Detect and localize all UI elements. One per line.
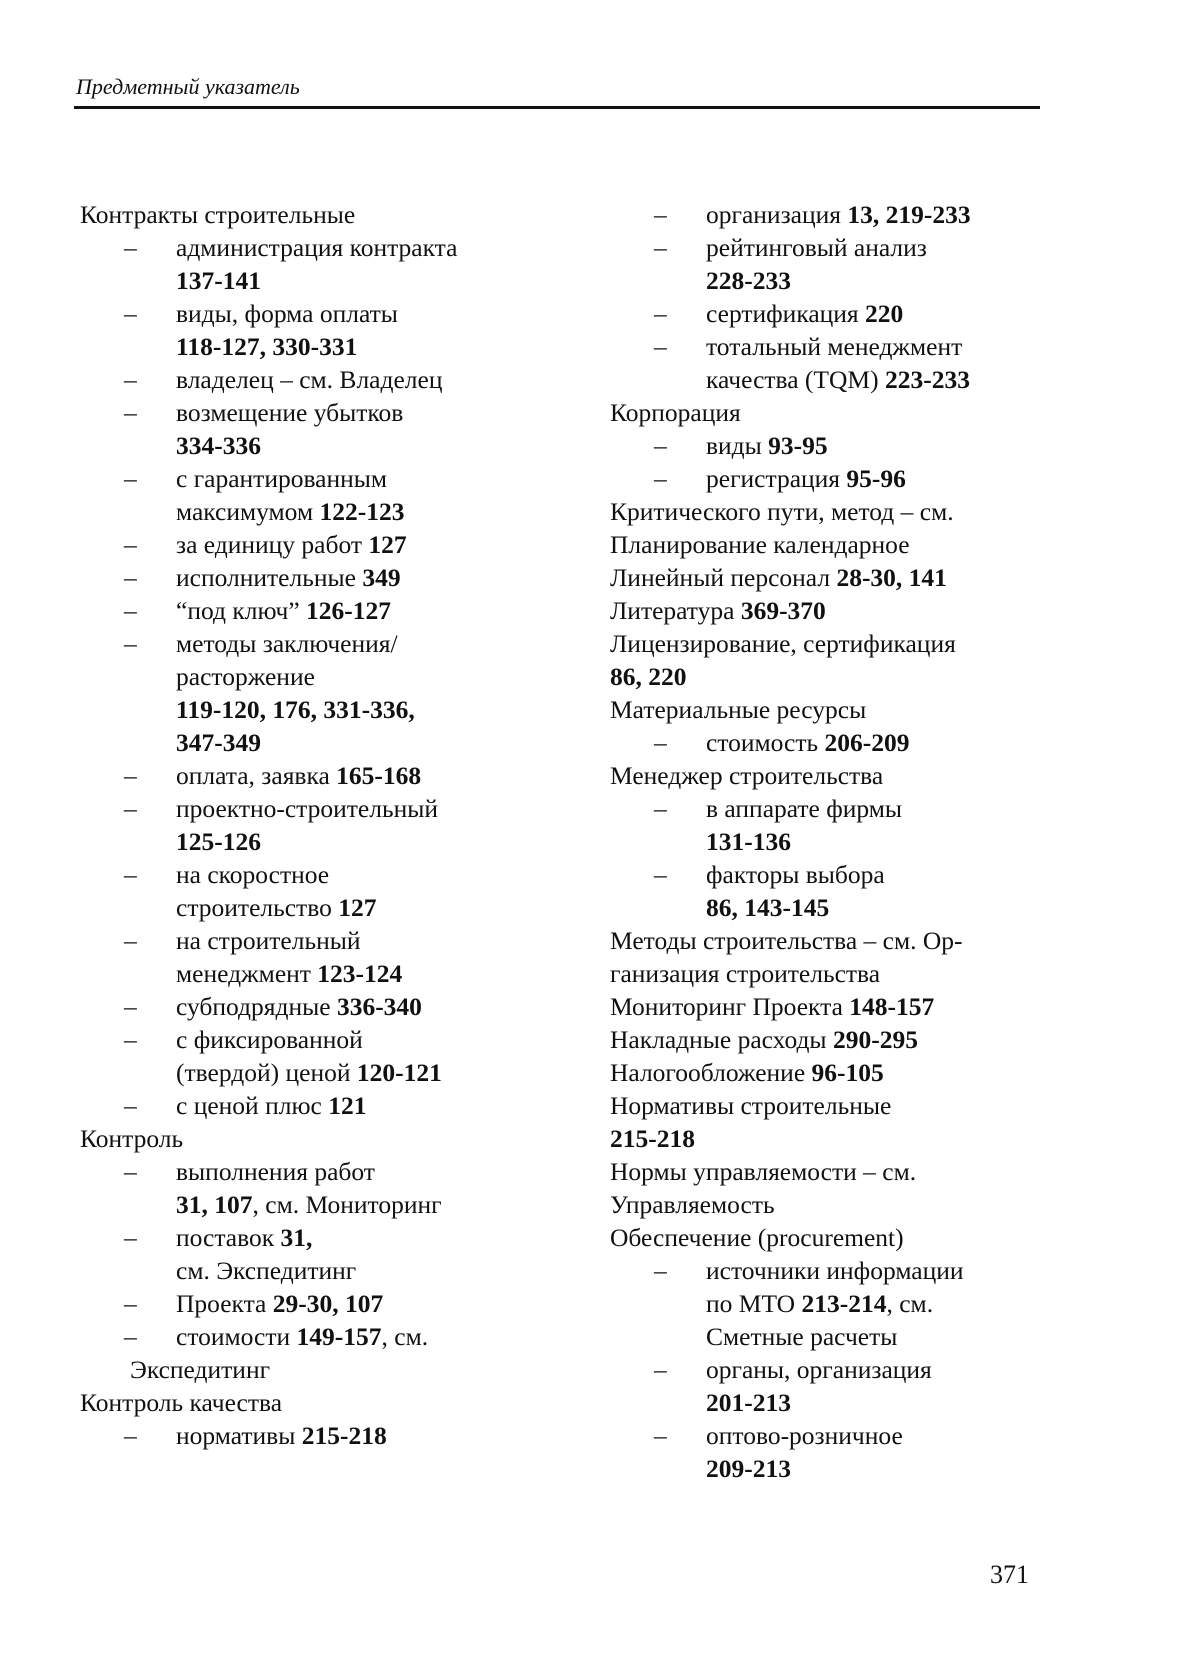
- index-line-sub: [80, 528, 580, 561]
- index-line-cont-sub: [80, 330, 580, 363]
- index-term: за единицу работ: [176, 530, 369, 559]
- index-line-entry: [610, 924, 1050, 957]
- index-line-sub: [80, 759, 580, 792]
- index-pages: 119-120, 176, 331-336,: [176, 695, 415, 724]
- page-number: 371: [990, 1560, 1029, 1589]
- index-line-entry: [610, 759, 1050, 792]
- index-line-entry: [610, 1188, 1050, 1221]
- index-term: организация: [706, 200, 848, 229]
- index-term: (твердой) ценой: [176, 1058, 357, 1087]
- index-line-sub: [80, 1419, 580, 1452]
- index-term: субподрядные: [176, 992, 337, 1021]
- index-line-cont-sub: [80, 1254, 580, 1287]
- index-line-sub: [610, 198, 1050, 231]
- index-line-entry: [610, 627, 1050, 660]
- header-rule: [74, 106, 1040, 109]
- index-term: Мониторинг Проекта: [610, 992, 850, 1021]
- index-term: ганизация строительства: [610, 959, 881, 988]
- index-term: по МТО: [706, 1289, 802, 1318]
- index-term: Лицензирование, сертификация: [610, 629, 956, 658]
- index-term: Критического пути, метод – см.: [610, 497, 954, 526]
- index-pages: 220: [865, 299, 904, 328]
- index-term: исполнительные: [176, 563, 363, 592]
- index-line-sub: [80, 297, 580, 330]
- index-line-cont-sub: [610, 1320, 1050, 1353]
- index-line-sub: [80, 561, 580, 594]
- index-term: проектно-строительный: [176, 794, 439, 823]
- index-column-left: [80, 198, 580, 1452]
- index-line-entry: [610, 1023, 1050, 1056]
- index-term: тотальный менеджмент: [706, 332, 963, 361]
- index-line-sub: [80, 594, 580, 627]
- index-pages: 349: [362, 563, 401, 592]
- index-dash: –: [124, 1091, 137, 1120]
- index-line-sub: [80, 792, 580, 825]
- index-term: максимумом: [176, 497, 320, 526]
- index-term: Контроль: [80, 1124, 184, 1153]
- index-term: Менеджер строительства: [610, 761, 884, 790]
- index-pages: 165-168: [336, 761, 422, 790]
- index-term: владелец – см. Владелец: [176, 365, 443, 394]
- index-term: в аппарате фирмы: [706, 794, 903, 823]
- index-term: администрация контракта: [176, 233, 458, 262]
- index-term: органы, организация: [706, 1355, 932, 1384]
- index-line-cont-sub: [80, 1056, 580, 1089]
- index-line-sub: [610, 1353, 1050, 1386]
- index-term: менеджмент: [176, 959, 318, 988]
- index-pages: 131-136: [706, 827, 791, 856]
- index-line-sub: [610, 330, 1050, 363]
- index-see-also: , см.: [886, 1289, 934, 1318]
- index-line-sub: [610, 858, 1050, 891]
- index-pages: 334-336: [176, 431, 261, 460]
- index-column-right: [610, 198, 1050, 1485]
- index-pages: 137-141: [176, 266, 261, 295]
- index-dash: –: [654, 1355, 667, 1384]
- index-line-entry: [80, 1122, 580, 1155]
- index-line-sub: [610, 1419, 1050, 1452]
- index-pages: 228-233: [706, 266, 791, 295]
- index-pages: 121: [328, 1091, 367, 1120]
- index-line-entry: [610, 957, 1050, 990]
- index-term: качества (TQM): [706, 365, 885, 394]
- index-dash: –: [124, 1322, 137, 1351]
- index-line-entry: [80, 1386, 580, 1419]
- index-term: расторжение: [176, 662, 315, 691]
- index-term: источники информации: [706, 1256, 964, 1285]
- index-line-sub: [610, 231, 1050, 264]
- index-line-sub: [80, 627, 580, 660]
- index-term: с фиксированной: [176, 1025, 363, 1054]
- index-pages: 31,: [280, 1223, 313, 1252]
- index-pages: 215-218: [301, 1421, 387, 1450]
- index-dash: –: [654, 200, 667, 229]
- index-dash: –: [654, 332, 667, 361]
- index-line-cont-sub: [80, 495, 580, 528]
- index-pages: 148-157: [849, 992, 935, 1021]
- index-pages: 86, 220: [610, 662, 687, 691]
- index-line-sub: [80, 396, 580, 429]
- index-line-entry: [610, 990, 1050, 1023]
- index-line-cont-sub: [610, 264, 1050, 297]
- index-term: методы заключения/: [176, 629, 398, 658]
- index-line-entry: [80, 198, 580, 231]
- index-dash: –: [124, 464, 137, 493]
- index-line-entry: [610, 1056, 1050, 1089]
- index-dash: –: [654, 1421, 667, 1450]
- index-pages: 127: [338, 893, 377, 922]
- index-term: Литература: [610, 596, 741, 625]
- index-term: выполнения работ: [176, 1157, 375, 1186]
- index-line-sub: [80, 1221, 580, 1254]
- index-dash: –: [124, 365, 137, 394]
- index-line-entry: [610, 528, 1050, 561]
- index-dash: –: [124, 1223, 137, 1252]
- index-line-entry: [610, 561, 1050, 594]
- index-term: Нормы управляемости – см.: [610, 1157, 917, 1186]
- index-dash: –: [124, 1157, 137, 1186]
- index-pages: 347-349: [176, 728, 261, 757]
- index-line-cont-sub: [80, 825, 580, 858]
- running-head: Предметный указатель: [76, 74, 300, 99]
- index-line-cont-sub: [80, 957, 580, 990]
- index-dash: –: [654, 1256, 667, 1285]
- index-dash: –: [124, 530, 137, 559]
- index-dash: –: [124, 299, 137, 328]
- index-dash: –: [124, 398, 137, 427]
- index-line-sub: [80, 924, 580, 957]
- index-pages: 126-127: [306, 596, 392, 625]
- index-line-cont-sub: [610, 1386, 1050, 1419]
- index-line-sub: [80, 1155, 580, 1188]
- index-pages: 118-127, 330-331: [176, 332, 358, 361]
- index-line-cont-sub: [610, 1452, 1050, 1485]
- index-pages: 96-105: [811, 1058, 884, 1087]
- index-line-sub: [610, 429, 1050, 462]
- index-term: факторы выбора: [706, 860, 885, 889]
- index-pages: 31, 107: [176, 1190, 253, 1219]
- index-dash: –: [124, 563, 137, 592]
- index-line-entry: [610, 1155, 1050, 1188]
- index-term: оптово-розничное: [706, 1421, 903, 1450]
- index-line-cont-sub: [610, 1287, 1050, 1320]
- index-term: Контроль качества: [80, 1388, 283, 1417]
- index-dash: –: [124, 794, 137, 823]
- index-dash: –: [124, 629, 137, 658]
- index-line-entry: [610, 594, 1050, 627]
- index-term: стоимости: [176, 1322, 297, 1351]
- index-line-entry: [610, 396, 1050, 429]
- index-dash: –: [124, 233, 137, 262]
- index-term: оплата, заявка: [176, 761, 337, 790]
- index-line-sub: [80, 990, 580, 1023]
- index-term: виды, форма оплаты: [176, 299, 398, 328]
- index-line-sub: [80, 462, 580, 495]
- index-line-cont-sub: [610, 825, 1050, 858]
- index-line-sub: [610, 297, 1050, 330]
- index-term: “под ключ”: [176, 596, 307, 625]
- index-pages: 95-96: [846, 464, 906, 493]
- index-term: строительство: [176, 893, 339, 922]
- index-term: на строительный: [176, 926, 361, 955]
- index-term: регистрация: [706, 464, 847, 493]
- index-term: Нормативы строительные: [610, 1091, 892, 1120]
- index-term: Обеспечение (procurement): [610, 1223, 904, 1252]
- index-line-entry: [610, 1221, 1050, 1254]
- index-line-cont-sub: [80, 726, 580, 759]
- index-pages: 201-213: [706, 1388, 791, 1417]
- index-line-entry: [610, 660, 1050, 693]
- index-term: Линейный персонал: [610, 563, 837, 592]
- index-line-cont-sub: [80, 660, 580, 693]
- index-line-sub: [80, 363, 580, 396]
- index-pages: 29-30, 107: [272, 1289, 384, 1318]
- index-term: Накладные расходы: [610, 1025, 833, 1054]
- index-pages: 215-218: [610, 1124, 695, 1153]
- index-term: с ценой плюс: [176, 1091, 329, 1120]
- index-dash: –: [124, 596, 137, 625]
- index-pages: 123-124: [317, 959, 403, 988]
- index-term: Управляемость: [610, 1190, 775, 1219]
- index-dash: –: [124, 1025, 137, 1054]
- index-line-cont-sub: [80, 891, 580, 924]
- index-pages: 125-126: [176, 827, 261, 856]
- index-line-entry: [610, 495, 1050, 528]
- index-line-sub: [80, 858, 580, 891]
- index-term: Налогообложение: [610, 1058, 812, 1087]
- index-line-entry: [610, 693, 1050, 726]
- index-pages: 149-157: [296, 1322, 382, 1351]
- index-pages: 369-370: [740, 596, 826, 625]
- index-term: Экспедитинг: [130, 1355, 271, 1384]
- index-line-cont-sub: [80, 429, 580, 462]
- index-term: Контракты строительные: [80, 200, 356, 229]
- index-pages: 213-214: [801, 1289, 887, 1318]
- index-line-sub: [80, 1023, 580, 1056]
- index-dash: –: [654, 860, 667, 889]
- index-line-sub: [610, 792, 1050, 825]
- index-pages: 127: [368, 530, 407, 559]
- index-line-cont-sub: [610, 891, 1050, 924]
- index-pages: 93-95: [768, 431, 828, 460]
- index-dash: –: [124, 1421, 137, 1450]
- index-term: Проекта: [176, 1289, 273, 1318]
- index-pages: 122-123: [319, 497, 405, 526]
- index-term: с гарантированным: [176, 464, 388, 493]
- index-term: сертификация: [706, 299, 866, 328]
- index-dash: –: [654, 299, 667, 328]
- index-dash: –: [124, 1289, 137, 1318]
- index-pages: 290-295: [832, 1025, 918, 1054]
- index-term: см. Экспедитинг: [176, 1256, 357, 1285]
- index-line-sub: [80, 1089, 580, 1122]
- index-dash: –: [124, 992, 137, 1021]
- index-term: Материальные ресурсы: [610, 695, 867, 724]
- index-pages: 336-340: [336, 992, 422, 1021]
- index-line-sub: [80, 1287, 580, 1320]
- index-term: Методы строительства – см. Ор-: [610, 926, 963, 955]
- index-dash: –: [654, 233, 667, 262]
- index-term: рейтинговый анализ: [706, 233, 927, 262]
- index-pages: 86, 143-145: [706, 893, 830, 922]
- index-dash: –: [654, 464, 667, 493]
- index-dash: –: [654, 431, 667, 460]
- index-term: Сметные расчеты: [706, 1322, 898, 1351]
- index-pages: 223-233: [884, 365, 970, 394]
- index-line-sub: [610, 1254, 1050, 1287]
- index-pages: 13, 219-233: [847, 200, 971, 229]
- index-line-sub: [80, 1320, 580, 1353]
- index-dash: –: [124, 860, 137, 889]
- index-term: Корпорация: [610, 398, 741, 427]
- index-pages: 120-121: [356, 1058, 442, 1087]
- index-pages: 206-209: [824, 728, 910, 757]
- index-line-entry: [610, 1089, 1050, 1122]
- index-line-cont-sub: [80, 693, 580, 726]
- index-dash: –: [654, 728, 667, 757]
- index-term: поставок: [176, 1223, 281, 1252]
- index-line-cont-sub: [610, 363, 1050, 396]
- index-line-cont-low: [80, 1353, 580, 1386]
- index-line-entry: [610, 1122, 1050, 1155]
- index-see-also: , см. Мониторинг: [252, 1190, 442, 1219]
- index-term: возмещение убытков: [176, 398, 404, 427]
- index-term: стоимость: [706, 728, 825, 757]
- index-dash: –: [124, 926, 137, 955]
- index-term: на скоростное: [176, 860, 330, 889]
- index-line-sub: [80, 231, 580, 264]
- index-line-sub: [610, 726, 1050, 759]
- index-line-sub: [610, 462, 1050, 495]
- index-dash: –: [124, 761, 137, 790]
- index-term: нормативы: [176, 1421, 302, 1450]
- index-dash: –: [654, 794, 667, 823]
- index-pages: 209-213: [706, 1454, 791, 1483]
- index-line-cont-sub: [80, 264, 580, 297]
- index-term: виды: [706, 431, 769, 460]
- index-see-also: , см.: [381, 1322, 429, 1351]
- index-term: Планирование календарное: [610, 530, 910, 559]
- index-pages: 28-30, 141: [836, 563, 947, 592]
- index-line-cont-sub: [80, 1188, 580, 1221]
